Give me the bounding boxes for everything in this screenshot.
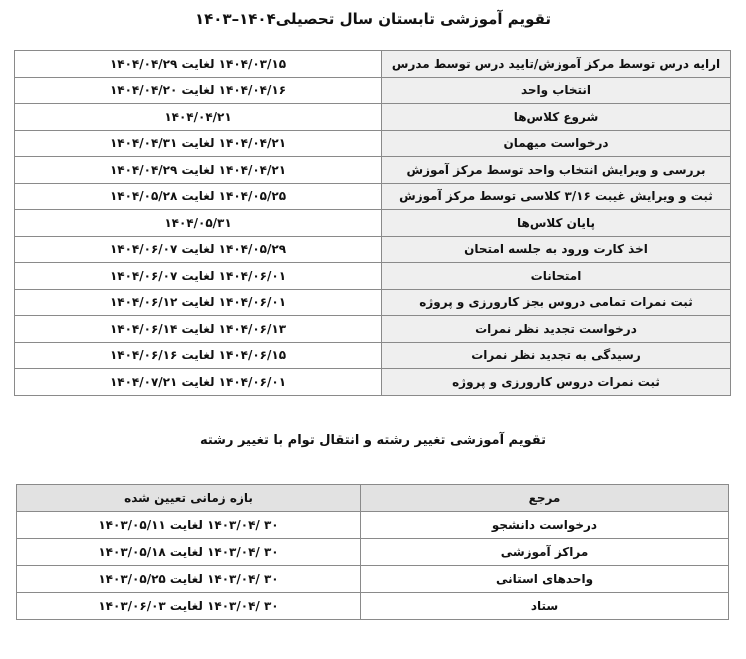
major-change-calendar-title: تقویم آموزشی تغییر رشته و انتقال توام با تغییر رشته bbox=[199, 433, 547, 448]
reference-cell: مراکز آموزشی bbox=[361, 539, 729, 566]
date-cell: ۱۴۰۴/۰۴/۱۶ لغایت ۱۴۰۴/۰۴/۲۰ bbox=[15, 77, 382, 104]
reference-cell: واحدهای استانی bbox=[361, 566, 729, 593]
table-row bbox=[15, 316, 731, 343]
activity-cell: ثبت نمرات تمامی دروس بجز کارورزی و پروژه bbox=[382, 289, 731, 316]
date-cell: ۱۴۰۴/۰۵/۲۵ لغایت ۱۴۰۴/۰۵/۲۸ bbox=[15, 183, 382, 210]
table-row bbox=[17, 566, 729, 593]
activity-cell: امتحانات bbox=[382, 263, 731, 290]
table-row bbox=[17, 512, 729, 539]
date-cell: ۱۴۰۴/۰۶/۰۱ لغایت ۱۴۰۴/۰۷/۲۱ bbox=[15, 369, 382, 396]
table-row bbox=[15, 263, 731, 290]
date-cell: ۱۴۰۴/۰۴/۲۱ لغایت ۱۴۰۴/۰۴/۲۹ bbox=[15, 157, 382, 184]
table-row bbox=[15, 289, 731, 316]
date-cell: ۱۴۰۴/۰۴/۲۱ لغایت ۱۴۰۴/۰۴/۳۱ bbox=[15, 130, 382, 157]
table-row bbox=[15, 183, 731, 210]
date-cell: ۱۴۰۴/۰۵/۲۹ لغایت ۱۴۰۴/۰۶/۰۷ bbox=[15, 236, 382, 263]
activity-cell: بررسی و ویرایش انتخاب واحد توسط مرکز آموزش bbox=[382, 157, 731, 184]
table-row bbox=[15, 342, 731, 369]
reference-header: مرجع bbox=[361, 485, 729, 512]
table-row bbox=[15, 51, 731, 78]
date-cell: ۱۴۰۴/۰۶/۱۳ لغایت ۱۴۰۴/۰۶/۱۴ bbox=[15, 316, 382, 343]
summer-calendar-table bbox=[14, 50, 731, 396]
reference-cell: درخواست دانشجو bbox=[361, 512, 729, 539]
activity-cell: انتخاب واحد bbox=[382, 77, 731, 104]
table-row bbox=[15, 369, 731, 396]
activity-cell: اخذ کارت ورود به جلسه امتحان bbox=[382, 236, 731, 263]
table-row bbox=[15, 104, 731, 131]
activity-cell: شروع کلاس‌ها bbox=[382, 104, 731, 131]
period-cell: ۳۰ /۱۴۰۳/۰۴ لغایت ۱۴۰۳/۰۶/۰۳ bbox=[17, 593, 361, 620]
table-row bbox=[17, 593, 729, 620]
period-header: بازه زمانی تعیین شده bbox=[17, 485, 361, 512]
date-cell: ۱۴۰۴/۰۴/۲۱ bbox=[15, 104, 382, 131]
activity-cell: درخواست میهمان bbox=[382, 130, 731, 157]
period-cell: ۳۰ /۱۴۰۳/۰۴ لغایت ۱۴۰۳/۰۵/۱۸ bbox=[17, 539, 361, 566]
activity-cell: درخواست تجدید نظر نمرات bbox=[382, 316, 731, 343]
table-row bbox=[17, 539, 729, 566]
activity-cell: پایان کلاس‌ها bbox=[382, 210, 731, 237]
period-cell: ۳۰ /۱۴۰۳/۰۴ لغایت ۱۴۰۳/۰۵/۲۵ bbox=[17, 566, 361, 593]
reference-cell: ستاد bbox=[361, 593, 729, 620]
date-cell: ۱۴۰۴/۰۳/۱۵ لغایت ۱۴۰۴/۰۴/۲۹ bbox=[15, 51, 382, 78]
period-cell: ۳۰ /۱۴۰۳/۰۴ لغایت ۱۴۰۳/۰۵/۱۱ bbox=[17, 512, 361, 539]
date-cell: ۱۴۰۴/۰۶/۰۱ لغایت ۱۴۰۴/۰۶/۱۲ bbox=[15, 289, 382, 316]
date-cell: ۱۴۰۴/۰۶/۱۵ لغایت ۱۴۰۴/۰۶/۱۶ bbox=[15, 342, 382, 369]
table-header-row bbox=[17, 485, 729, 512]
activity-cell: ثبت و ویرایش غیبت ۳/۱۶ کلاسی توسط مرکز آموزش bbox=[382, 183, 731, 210]
activity-cell: رسیدگی به تجدید نظر نمرات bbox=[382, 342, 731, 369]
activity-cell: ارایه درس توسط مرکز آموزش/تایید درس توسط مدرس bbox=[382, 51, 731, 78]
table-row bbox=[15, 157, 731, 184]
table-row bbox=[15, 77, 731, 104]
table-row bbox=[15, 130, 731, 157]
table-row bbox=[15, 236, 731, 263]
date-cell: ۱۴۰۴/۰۵/۳۱ bbox=[15, 210, 382, 237]
date-cell: ۱۴۰۴/۰۶/۰۱ لغایت ۱۴۰۴/۰۶/۰۷ bbox=[15, 263, 382, 290]
major-change-table bbox=[16, 484, 729, 620]
summer-calendar-title: تقویم آموزشی تابستان سال تحصیلی۱۴۰۴–۱۴۰۳ bbox=[194, 10, 552, 28]
table-row bbox=[15, 210, 731, 237]
activity-cell: ثبت نمرات دروس کارورزی و پروژه bbox=[382, 369, 731, 396]
